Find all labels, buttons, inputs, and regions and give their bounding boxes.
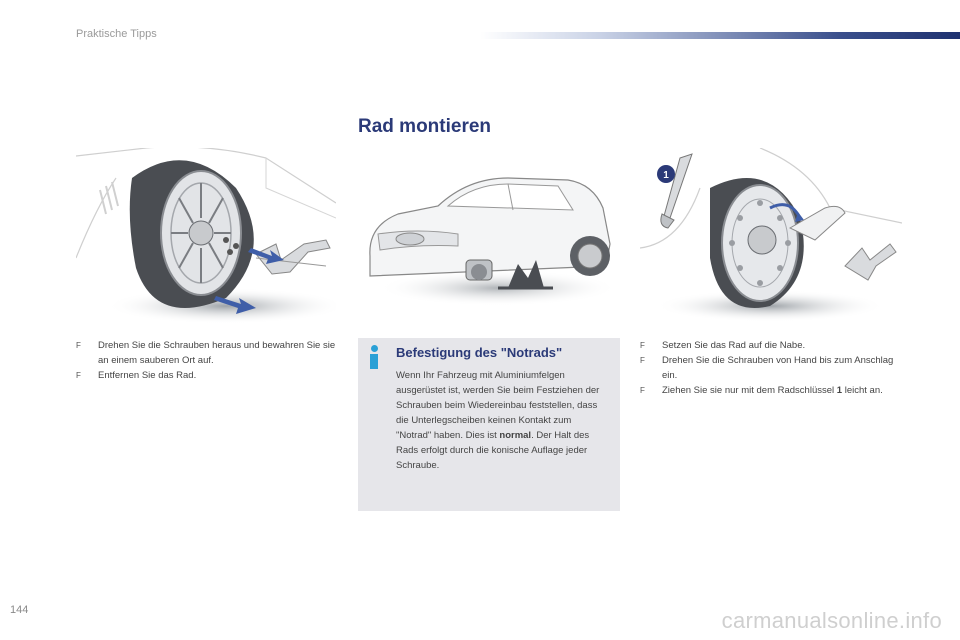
checkbox-mark: F — [76, 341, 81, 350]
header-gradient-bar — [480, 32, 960, 39]
info-box-title: Befestigung des "Notrads" — [396, 345, 563, 360]
info-box — [358, 338, 620, 511]
illustration-remove-wheel — [76, 148, 336, 324]
list-item-text: Ziehen Sie sie nur mit dem Radschlüssel 1 leicht an. — [662, 385, 883, 396]
illustration-fit-wheel — [640, 148, 902, 324]
list-item-text: Drehen Sie die Schrauben heraus und bewahren Sie sie an einem sauberen Ort auf. — [98, 340, 336, 366]
list-item — [640, 383, 902, 398]
left-instructions — [76, 338, 338, 383]
checkbox-mark: F — [640, 356, 645, 365]
list-item-text: Drehen Sie die Schrauben von Hand bis zum Anschlag ein. — [662, 355, 894, 381]
right-instructions — [640, 338, 902, 398]
list-item — [640, 338, 902, 353]
header-title: Praktische Tipps — [76, 28, 157, 40]
checkbox-mark: F — [640, 341, 645, 350]
watermark: carmanualsonline.info — [721, 608, 942, 633]
illustration-car-on-jack — [358, 148, 618, 324]
info-icon — [368, 345, 380, 369]
info-box-text: Wenn Ihr Fahrzeug mit Aluminiumfelgen ausgerüstet ist, werden Sie beim Festziehen der Schrauben beim Wiedereinbau feststellen, dass die Unterlegscheiben keinen Kontakt zum "Notrad" haben. Dies ist normal. Der Halt des Rads erfolgt durch die konische Auflage jeder Schraube. — [396, 370, 600, 471]
list-item-text: Setzen Sie das Rad auf die Nabe. — [662, 340, 806, 351]
list-item — [76, 368, 338, 383]
checkbox-mark: F — [640, 386, 645, 395]
callout-badge — [657, 165, 675, 183]
list-item-text: Entfernen Sie das Rad. — [98, 370, 197, 381]
callout-label: 1 — [663, 170, 669, 181]
list-item — [640, 353, 902, 383]
section-title: Rad montieren — [358, 116, 492, 137]
list-item — [76, 338, 338, 368]
page-number: 144 — [10, 604, 29, 616]
checkbox-mark: F — [76, 371, 81, 380]
